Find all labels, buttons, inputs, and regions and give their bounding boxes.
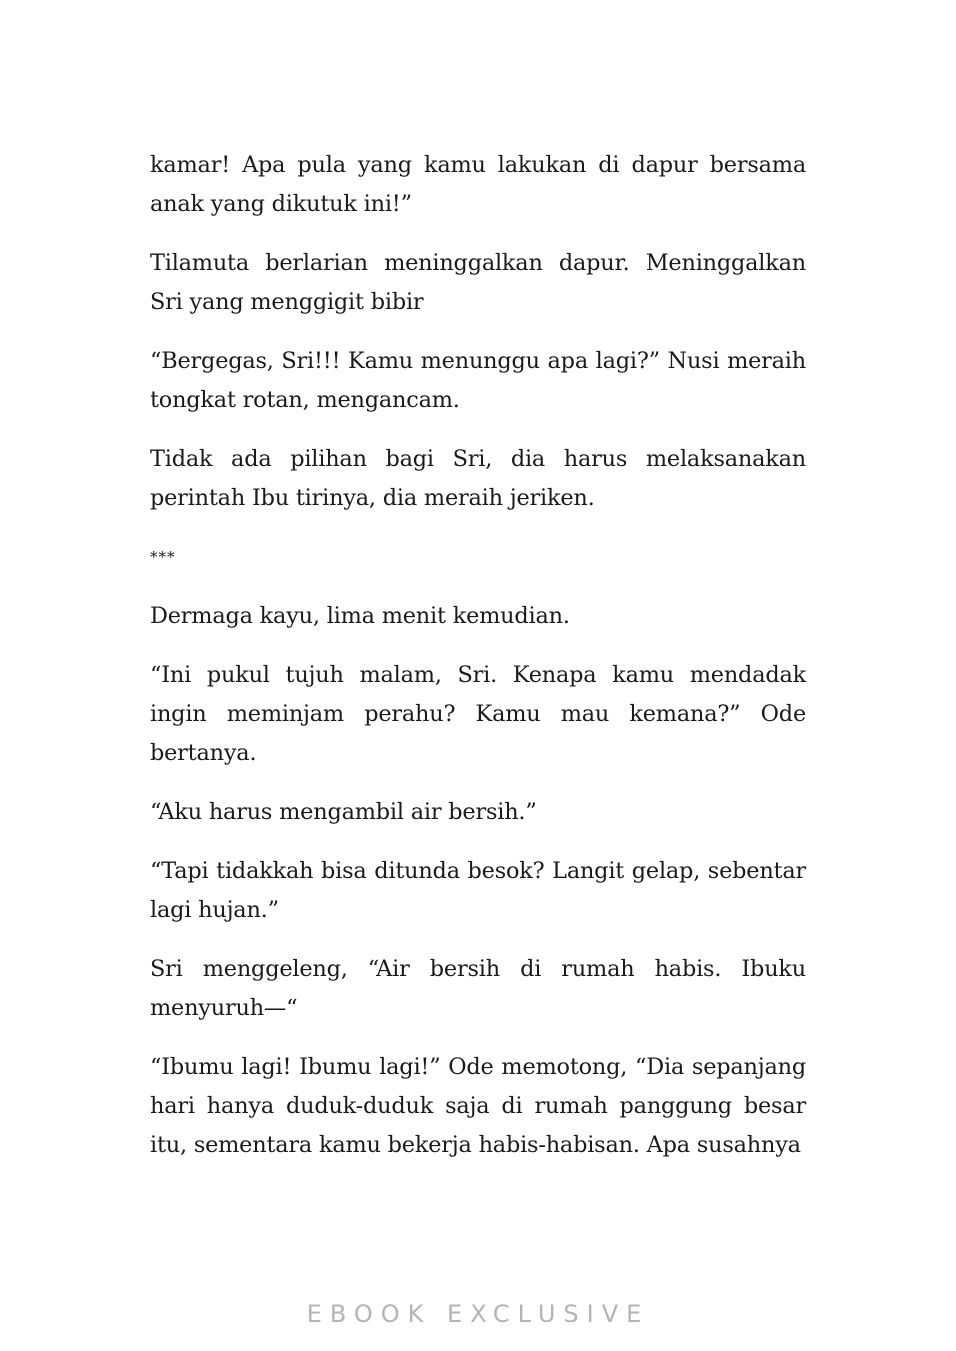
- paragraph: “Ini pukul tujuh malam, Sri. Kenapa kamu mendadak ingin meminjam perahu? Kamu mau kemana?” Ode bertanya.: [150, 662, 806, 766]
- paragraph: “Tapi tidakkah bisa ditunda besok? Langit gelap, sebentar lagi hujan.”: [150, 858, 806, 923]
- paragraph: Dermaga kayu, lima menit kemudian.: [150, 603, 570, 629]
- paragraph: “Ibumu lagi! Ibumu lagi!” Ode memotong, “Dia sepanjang hari hanya duduk-duduk saja di rumah panggung besar itu, sementara kamu bekerja habis-habisan. Apa susahnya: [150, 1054, 806, 1158]
- page-body: [150, 146, 806, 1185]
- paragraph: kamar! Apa pula yang kamu lakukan di dapur bersama anak yang dikutuk ini!”: [150, 152, 806, 217]
- footer-label: EBOOK EXCLUSIVE: [306, 1300, 650, 1328]
- paragraph: “Bergegas, Sri!!! Kamu menunggu apa lagi?” Nusi meraih tongkat rotan, mengancam.: [150, 348, 806, 413]
- paragraph: Tilamuta berlarian meninggalkan dapur. Meninggalkan Sri yang menggigit bibir: [150, 250, 806, 315]
- scene-break: ***: [150, 548, 176, 566]
- paragraph: Tidak ada pilihan bagi Sri, dia harus melaksanakan perintah Ibu tirinya, dia meraih jeriken.: [150, 446, 806, 511]
- paragraph: “Aku harus mengambil air bersih.”: [150, 799, 537, 825]
- paragraph: Sri menggeleng, “Air bersih di rumah habis. Ibuku menyuruh—“: [150, 956, 806, 1021]
